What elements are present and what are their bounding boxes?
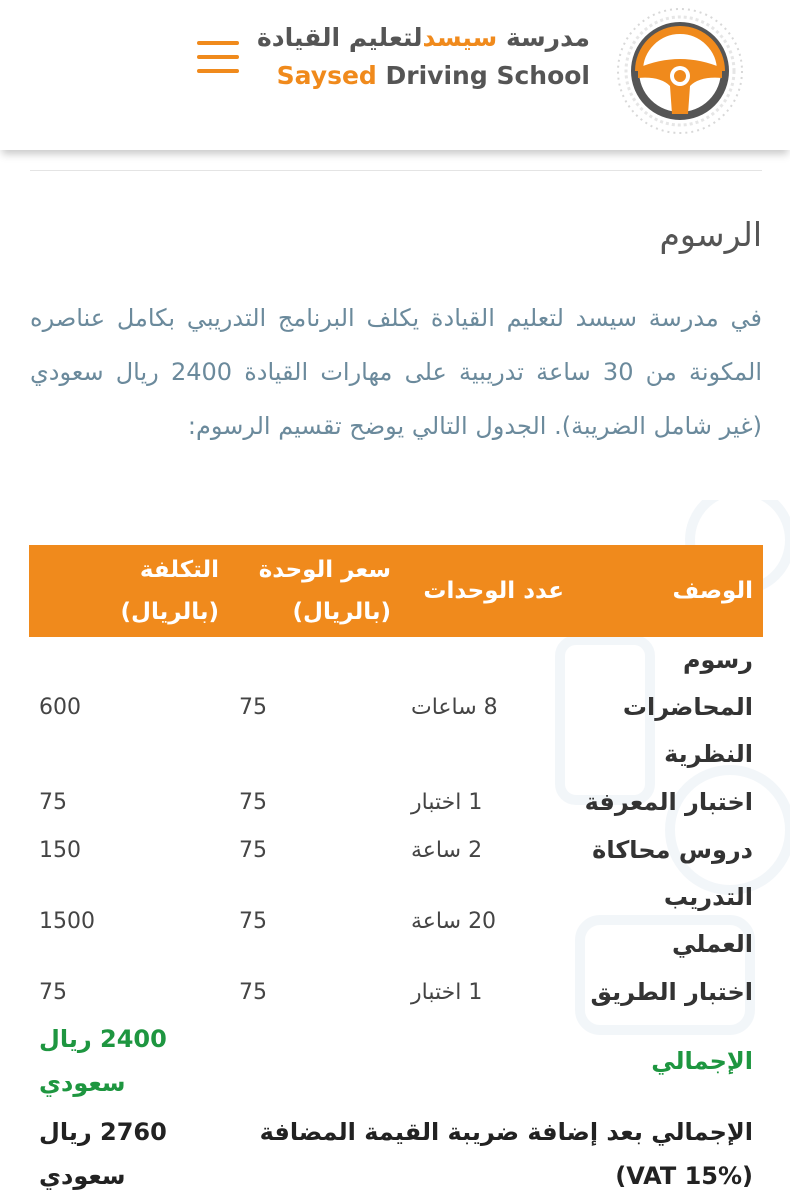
row-units: 2 ساعة (411, 837, 483, 863)
column-header-description: الوصف (574, 545, 763, 637)
fees-section (30, 205, 762, 453)
row-description: اختبار المعرفة (584, 787, 753, 816)
row-units: 20 ساعة (411, 908, 497, 934)
table-row (29, 778, 763, 826)
row-units: 8 ساعات (411, 695, 498, 720)
row-unit-price: 75 (239, 979, 267, 1005)
row-units: 1 اختبار (411, 789, 483, 815)
brand-name[interactable] (257, 22, 590, 94)
total-label: الإجمالي (651, 1047, 753, 1075)
menu-icon[interactable] (197, 41, 239, 75)
table-row (29, 637, 763, 778)
row-unit-price: 75 (239, 789, 267, 815)
steering-wheel-logo-icon[interactable] (610, 6, 750, 136)
brand-name-arabic: مدرسة سيسدلتعليم القيادة (256, 23, 590, 52)
column-header-units: عدد الوحدات (401, 545, 574, 637)
row-unit-price: 75 (239, 837, 267, 863)
row-cost: 600 (39, 695, 81, 720)
fees-table (29, 545, 763, 1198)
row-unit-price: 75 (239, 908, 267, 934)
total-value: 2400 ريال سعودي (39, 1025, 167, 1097)
site-header (0, 0, 790, 150)
table-header-row (29, 545, 763, 637)
vat-total-value: 2760 ريال سعودي (39, 1118, 167, 1190)
row-cost: 1500 (39, 908, 95, 934)
header-divider (30, 170, 762, 171)
row-unit-price: 75 (239, 695, 267, 720)
brand-name-english: Saysed Driving School (276, 61, 590, 90)
total-row (29, 1016, 763, 1106)
row-description: رسوم المحاضرات النظرية (622, 646, 753, 768)
table-row (29, 826, 763, 874)
row-cost: 150 (39, 837, 81, 863)
intro-paragraph: في مدرسة سيسد لتعليم القيادة يكلف البرنامج التدريبي بكامل عناصره المكونة من 30 ساعة تدريبية على مهارات القيادة 2400 ريال سعودي (غير شامل الضريبة). الجدول التالي يوضح تقسيم الرسوم: (30, 304, 763, 440)
column-header-unit-price: سعر الوحدة (بالريال) (229, 545, 401, 637)
vat-total-row (29, 1106, 763, 1198)
table-row (29, 968, 763, 1016)
vat-total-label: الإجمالي بعد إضافة ضريبة القيمة المضافة (VAT 15%) (259, 1118, 753, 1190)
row-description: التدريب العملي (663, 883, 753, 958)
row-units: 1 اختبار (411, 979, 483, 1005)
row-cost: 75 (39, 979, 67, 1005)
table-row (29, 874, 763, 968)
row-description: دروس محاكاة (592, 835, 753, 864)
row-cost: 75 (39, 789, 67, 815)
page-title: الرسوم (659, 215, 762, 254)
column-header-cost: التكلفة (بالريال) (29, 545, 229, 637)
row-description: اختبار الطريق (590, 977, 753, 1006)
